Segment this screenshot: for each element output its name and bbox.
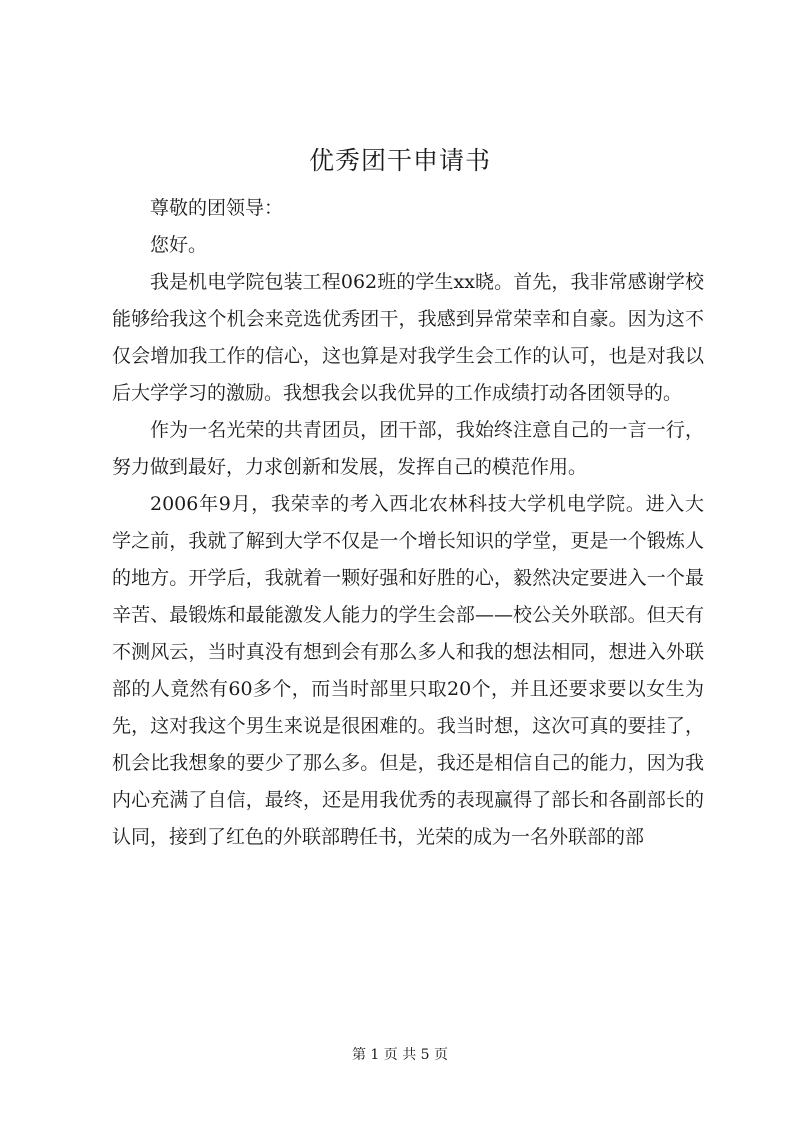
paragraph-introduction: 我是机电学院包装工程062班的学生xx晓。首先，我非常感谢学校能够给我这个机会来竞选优秀团干，我感到异常荣幸和自豪。因为这不仅会增加我工作的信心，这也算是对我学生会工作的认可，也是对我以后大学学习的激励。我想我会以我优异的工作成绩打动各团领导的。 (112, 271, 704, 404)
paragraph-role-model: 作为一名光荣的共青团员，团干部，我始终注意自己的一言一行，努力做到最好，力求创新和发展，发挥自己的模范作用。 (112, 419, 704, 478)
greeting: 您好。 (150, 234, 208, 256)
document-title: 优秀团干申请书 (308, 146, 491, 175)
paragraph-experience: 2006年9月，我荣幸的考入西北农林科技大学机电学院。进入大学之前，我就了解到大学不仅是一个增长知识的学堂，更是一个锻炼人的地方。开学后，我就着一颗好强和好胜的心，毅然决定要进入一个最辛苦、最锻炼和最能激发人能力的学生会部——校公关外联部。但天有不测风云，当时真没有想到会有那么多人和我的想法相同，想进入外联部的人竟然有60多个，而当时部里只取20个，并且还要求要以女生为先，这对我这个男生来说是很困难的。我当时想，这次可真的要挂了，机会比我想象的要少了那么多。但是，我还是相信自己的能力，因为我内心充满了自信，最终，还是用我优秀的表现赢得了部长和各副部长的认同，接到了红色的外联部聘任书，光荣的成为一名外联部的部 (112, 493, 704, 848)
page-number: 第 1 页 共 5 页 (351, 1047, 449, 1063)
salutation: 尊敬的团领导： (150, 197, 284, 219)
document-body (112, 190, 704, 856)
